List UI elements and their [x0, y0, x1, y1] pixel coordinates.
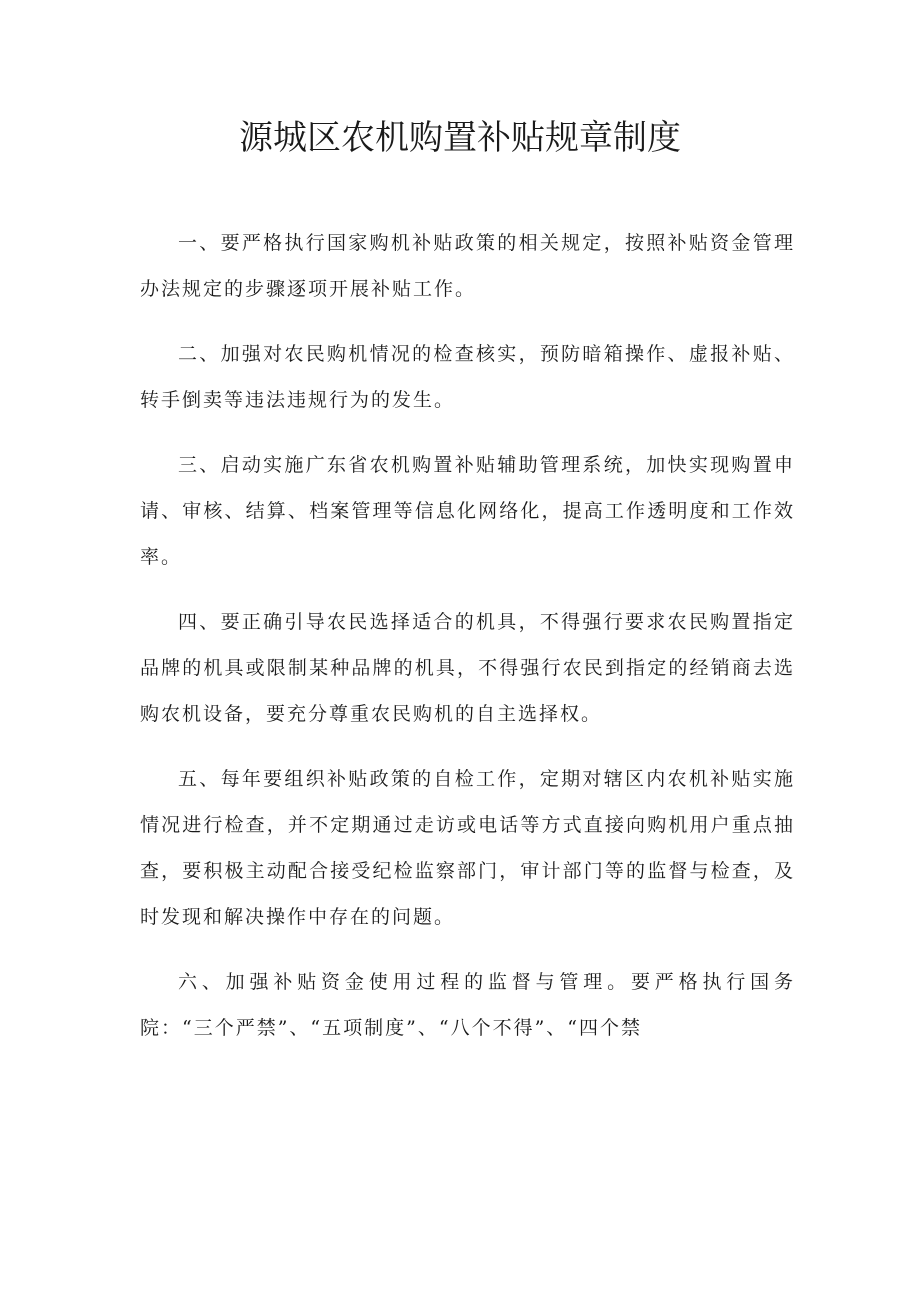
paragraph-1: 一、要严格执行国家购机补贴政策的相关规定，按照补贴资金管理办法规定的步骤逐项开展补贴工作。 — [140, 232, 795, 300]
paragraph-4: 四、要正确引导农民选择适合的机具，不得强行要求农民购置指定品牌的机具或限制某种品牌的机具，不得强行农民到指定的经销商去选购农机设备，要充分尊重农民购机的自主选择权。 — [140, 611, 795, 725]
paragraph-3: 三、启动实施广东省农机购置补贴辅助管理系统，加快实现购置申请、审核、结算、档案管理等信息化网络化，提高工作透明度和工作效率。 — [140, 454, 795, 568]
document-title: 源城区农机购置补贴规章制度 — [239, 118, 681, 158]
paragraph-6: 六、加强补贴资金使用过程的监督与管理。要严格执行国务院：“三个严禁”、“五项制度”、“八个不得”、“四个禁 — [140, 971, 795, 1039]
document-body — [140, 220, 795, 1070]
paragraph-5: 五、每年要组织补贴政策的自检工作，定期对辖区内农机补贴实施情况进行检查，并不定期通过走访或电话等方式直接向购机用户重点抽查，要积极主动配合接受纪检监察部门，审计部门等的监督与检查，及时发现和解决操作中存在的问题。 — [140, 768, 795, 928]
paragraph-2: 二、加强对农民购机情况的检查核实，预防暗箱操作、虚报补贴、转手倒卖等违法违规行为的发生。 — [140, 343, 795, 411]
